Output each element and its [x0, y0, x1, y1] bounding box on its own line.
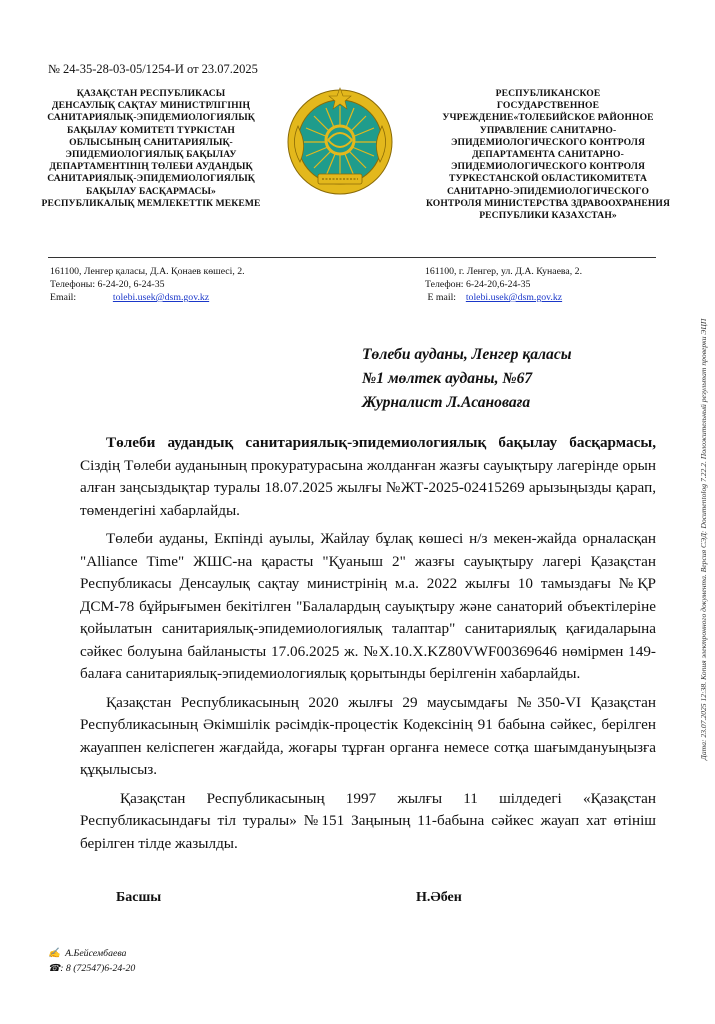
body-paragraph: Қазақстан Республикасының 1997 жылғы 11 шілдедегі «Қазақстан Республикасындағы тіл туралы» №151 Заңының 11-бабына сәйкес жауап хат өтініш берілген тілде жазылды. — [80, 789, 656, 852]
header-right-line: ЭПИДЕМИОЛОГИЧЕСКОГО КОНТРОЛЯ — [450, 136, 646, 148]
body-paragraph-text: Сіздің Төлеби ауданының прокуратурасына жолданған жазғы сауықтыру лагерінде орын алған заңсыздықтар туралы 18.07.2025 жылғы №ЖТ-2025-02415269 арызыңызды қарап, төмендегіні хабарлайды. — [80, 456, 656, 519]
state-emblem-icon — [284, 86, 396, 198]
contact-block-left — [50, 265, 300, 304]
executor-phone: 8 (72547)6-24-20 — [65, 963, 136, 974]
contact-email-row — [425, 291, 675, 304]
email-link[interactable]: tolebi.usek@dsm.gov.kz — [465, 292, 563, 303]
header-left-line: ЭПИДЕМИОЛОГИЯЛЫҚ БАҚЫЛАУ — [65, 149, 237, 161]
header-right-line: УПРАВЛЕНИЕ САНИТАРНО- — [479, 124, 617, 136]
header-right-line: ГОСУДАРСТВЕННОЕ — [496, 100, 600, 112]
header-divider — [48, 257, 656, 258]
header-left-line: САНИТАРИЯЛЫҚ-ЭПИДЕМИОЛОГИЯЛЫҚ — [47, 112, 255, 124]
header-left-line: ДЕПАРТАМЕНТІНІҢ ТӨЛЕБИ АУДАНДЫҚ — [49, 161, 253, 173]
executor-block — [48, 946, 135, 976]
header-left-line: БАҚЫЛАУ БАСҚАРМАСЫ» — [86, 185, 216, 197]
phone-icon: ☎ — [48, 963, 61, 974]
header-right-line: ТУРКЕСТАНСКОЙ ОБЛАСТИКОМИТЕТА — [448, 173, 648, 185]
header-right-russian — [412, 88, 684, 222]
body-paragraph — [80, 432, 656, 522]
email-link[interactable]: tolebi.usek@dsm.gov.kz — [112, 292, 210, 303]
contact-phones: Телефоны: 6-24-20, 6-24-35 — [50, 279, 165, 290]
header-left-line: ОБЛЫСЫНЫҢ САНИТАРИЯЛЫҚ- — [69, 136, 233, 148]
email-label: Email: — [50, 292, 77, 303]
contact-phones: Телефон: 6-24-20,6-24-35 — [425, 279, 531, 290]
contact-email-row — [50, 291, 300, 304]
header-left-line: САНИТАРИЯЛЫҚ-ЭПИДЕМИОЛОГИЯЛЫҚ — [47, 173, 255, 185]
header-right-line: ЭПИДЕМИОЛОГИЧЕСКОГО КОНТРОЛЯ — [450, 161, 646, 173]
header-right-line: УЧРЕЖДЕНИЕ«ТОЛЕБИЙСКОЕ РАЙОННОЕ — [442, 112, 654, 124]
signature-name: Н.Әбен — [416, 890, 462, 905]
header-right-line: ДЕПАРТАМЕНТА САНИТАРНО- — [472, 149, 624, 161]
executor-row — [48, 946, 135, 961]
header-left-line: РЕСПУБЛИКАЛЫҚ МЕМЛЕКЕТТІК МЕКЕМЕ — [41, 197, 261, 209]
pen-icon: ✍ — [48, 948, 61, 959]
signature-role: Басшы — [116, 890, 162, 905]
document-number: № 24-35-28-03-05/1254-И от 23.07.2025 — [48, 62, 258, 76]
header-right-line: РЕСПУБЛИКИ КАЗАХСТАН» — [479, 210, 617, 222]
letter-body — [80, 432, 656, 861]
header-left-line: БАҚЫЛАУ КОМИТЕТІ ТҮРКІСТАН — [67, 124, 235, 136]
contact-address: 161100, г. Ленгер, ул. Д.А. Кунаева, 2. — [425, 266, 583, 277]
contact-address: 161100, Ленгер қаласы, Д.А. Қонаев көшесі, 2. — [50, 266, 245, 277]
header-right-line: САНИТАРНО-ЭПИДЕМИОЛОГИЧЕСКОГО — [446, 185, 650, 197]
contact-block-right — [425, 265, 675, 304]
header-left-line: ДЕНСАУЛЫҚ САҚТАУ МИНИСТРЛІГІНІҢ — [51, 100, 251, 112]
header-right-line: РЕСПУБЛИКАНСКОЕ — [495, 88, 601, 99]
body-sender-bold: Төлеби аудандық санитариялық-эпидемиологиялық бақылау басқармасы, — [106, 434, 656, 451]
body-paragraph: Қазақстан Республикасының 2020 жылғы 29 маусымдағы №350-VI Қазақстан Республикасының Әкімшілік рәсімдік-процестік Кодексінің 91 бабына сәйкес, берілген жауаппен келіспеген жағдайда, жоғары тұрған органға немесе сотқа шағымдануыңызға құқылысыз. — [80, 693, 656, 778]
addressee-line: №1 мөлтек ауданы, №67 — [362, 370, 533, 387]
header-left-kazakh — [30, 88, 272, 210]
body-paragraph: Төлеби ауданы, Екпінді ауылы, Жайлау бұлақ көшесі н/з мекен-жайда орналасқан "Alliance Time" ЖШС-на қарасты "Қуаныш 2" жазғы сауықтыру лагері Қазақстан Республикасы Денсаулық сақтау министрінің м.а. 2022 жылғы 10 тамыздағы №ҚР ДСМ-78 бұйрығымен бекітілген "Балалардың сауықтыру және санаторий объектілеріне қойылатын санитариялық-эпидемиологиялық талаптар" санитариялық қағидаларына сәйкес болуына байланысты 17.06.2025 ж. №X.10.X.KZ80VWF00369646 нөмірмен 149-балаға санитариялық-эпидемиологиялық қорытынды берілгенін хабарлайды. — [80, 530, 656, 682]
addressee-line: Төлеби ауданы, Ленгер қаласы — [362, 346, 572, 363]
header-right-line: КОНТРОЛЯ МИНИСТЕРСТВА ЗДРАВООХРАНЕНИЯ — [425, 197, 670, 209]
executor-phone-row: ☎: 8 (72547)6-24-20 — [48, 963, 136, 974]
executor-name: А.Бейсембаева — [65, 948, 127, 959]
addressee-line: Журналист Л.Асановаға — [362, 394, 531, 411]
addressee-block — [362, 343, 572, 415]
edms-verification-text: Дата: 23.07.2025 12:38. Копия электронного документа. Версия СЭД: Documentolog 7.22.2. Положительный результат проверки ЭЦП — [699, 318, 708, 760]
email-label: E mail: — [427, 292, 457, 303]
header-left-line: ҚАЗАҚСТАН РЕСПУБЛИКАСЫ — [76, 88, 226, 99]
